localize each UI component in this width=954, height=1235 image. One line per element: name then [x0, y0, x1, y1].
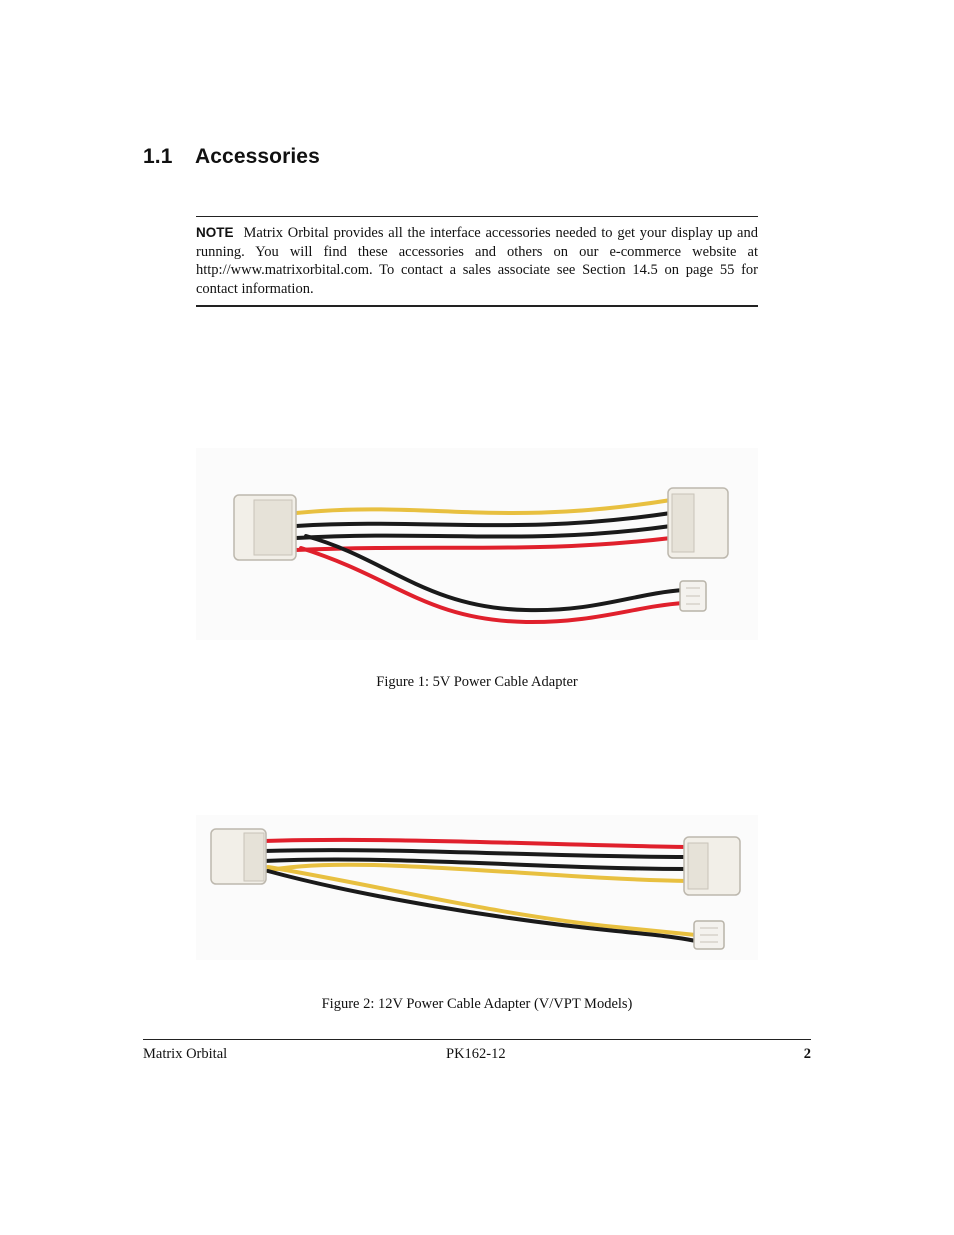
figure-2-cable-photo [196, 815, 758, 960]
fan-connector [680, 581, 706, 611]
left-molex-connector [211, 829, 266, 884]
section-number: 1.1 [143, 145, 173, 168]
note-label: NOTE [196, 225, 234, 240]
figure-1-caption: Figure 1: 5V Power Cable Adapter [376, 674, 578, 690]
section-heading [143, 143, 320, 171]
footer-rule [143, 1039, 811, 1040]
fan-connector [694, 921, 724, 949]
note-body: Matrix Orbital provides all the interface accessories needed to get your display up and running. You will find these accessories and others on our e-commerce website at http://www.matrixorbital.com. To contact a sales associate see Section 14.5 on page 55 for contact information. [196, 225, 758, 297]
figure-1-cable-photo [196, 448, 758, 640]
right-molex-connector [684, 837, 740, 895]
page-number: 2 [803, 1046, 811, 1062]
note-box [196, 216, 758, 307]
right-molex-connector [668, 488, 728, 558]
footer-company: Matrix Orbital [143, 1046, 228, 1062]
left-molex-connector [234, 495, 296, 560]
note-paragraph [196, 224, 758, 298]
section-title: Accessories [195, 145, 320, 168]
note-bottom-rule [196, 305, 758, 307]
figure-2-caption: Figure 2: 12V Power Cable Adapter (V/VPT Models) [321, 996, 633, 1012]
note-top-rule [196, 216, 758, 217]
footer-model: PK162-12 [446, 1046, 506, 1062]
